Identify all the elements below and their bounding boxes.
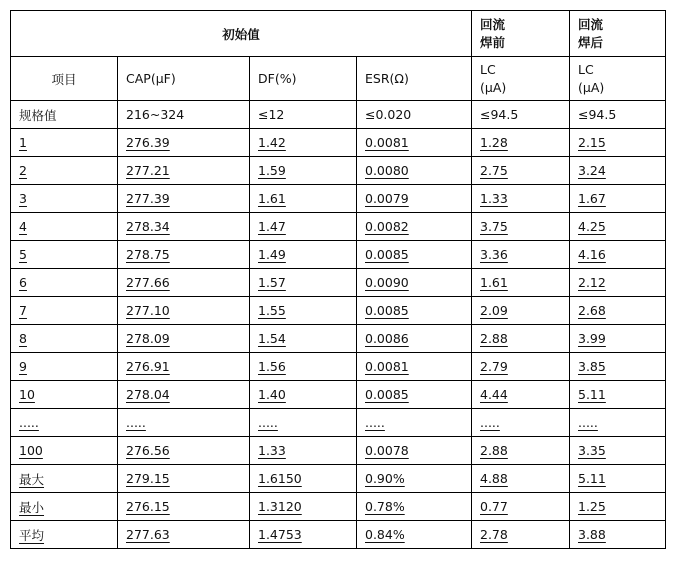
row-lc-after-value: 4.16 bbox=[578, 247, 606, 262]
row-lc-after-value: 2.15 bbox=[578, 135, 606, 150]
row-lc-before-value: 2.88 bbox=[480, 443, 508, 458]
row-df-value: 1.33 bbox=[258, 443, 286, 458]
row-df-value: 1.47 bbox=[258, 219, 286, 234]
row-lc-after bbox=[570, 269, 666, 297]
row-esr bbox=[357, 213, 472, 241]
row-lc-before-value: 0.77 bbox=[480, 499, 508, 514]
row-df bbox=[250, 409, 357, 437]
row-item-value: 5 bbox=[19, 247, 27, 262]
row-lc-after-value: ..... bbox=[578, 415, 598, 430]
row-df bbox=[250, 129, 357, 157]
row-cap-value: ..... bbox=[126, 415, 146, 430]
col-esr-header: ESR(Ω) bbox=[357, 57, 472, 101]
row-esr-value: 0.0085 bbox=[365, 247, 409, 262]
row-lc-before-value: 1.61 bbox=[480, 275, 508, 290]
row-lc-after bbox=[570, 437, 666, 465]
row-df-value: 1.49 bbox=[258, 247, 286, 262]
row-cap-value: 276.39 bbox=[126, 135, 170, 150]
row-item bbox=[11, 409, 118, 437]
row-lc-after bbox=[570, 381, 666, 409]
row-item bbox=[11, 297, 118, 325]
row-cap bbox=[118, 297, 250, 325]
row-df bbox=[250, 465, 357, 493]
row-item-value: 4 bbox=[19, 219, 27, 234]
after-reflow-line-1: 回流 bbox=[578, 16, 604, 32]
row-item bbox=[11, 521, 118, 549]
row-df-value: 1.59 bbox=[258, 163, 286, 178]
row-item bbox=[11, 437, 118, 465]
row-cap-value: 278.09 bbox=[126, 331, 170, 346]
table-row bbox=[11, 241, 666, 269]
row-item-value: 最小 bbox=[19, 499, 45, 515]
row-lc-after bbox=[570, 465, 666, 493]
col-df-header: DF(%) bbox=[250, 57, 357, 101]
row-lc-before-value: 4.88 bbox=[480, 471, 508, 486]
table-row bbox=[11, 353, 666, 381]
row-cap-value: 276.15 bbox=[126, 499, 170, 514]
row-esr-value: 0.0090 bbox=[365, 275, 409, 290]
row-lc-before bbox=[472, 157, 570, 185]
row-lc-before bbox=[472, 185, 570, 213]
row-item bbox=[11, 493, 118, 521]
row-cap bbox=[118, 129, 250, 157]
row-lc-before bbox=[472, 437, 570, 465]
row-cap-value: 278.34 bbox=[126, 219, 170, 234]
row-esr bbox=[357, 297, 472, 325]
row-esr bbox=[357, 493, 472, 521]
row-cap bbox=[118, 325, 250, 353]
row-lc-before-value: 1.28 bbox=[480, 135, 508, 150]
spec-esr: ≤0.020 bbox=[357, 101, 472, 129]
row-lc-before-value: 1.33 bbox=[480, 191, 508, 206]
row-lc-before bbox=[472, 269, 570, 297]
spec-label: 规格值 bbox=[11, 101, 118, 129]
row-lc-before bbox=[472, 213, 570, 241]
table-row bbox=[11, 437, 666, 465]
row-df-value: 1.55 bbox=[258, 303, 286, 318]
row-item-value: 3 bbox=[19, 191, 27, 206]
row-lc-after-value: 4.25 bbox=[578, 219, 606, 234]
row-lc-before-value: 4.44 bbox=[480, 387, 508, 402]
row-cap bbox=[118, 381, 250, 409]
col-lc-after-header bbox=[570, 57, 666, 101]
row-esr bbox=[357, 437, 472, 465]
row-lc-before bbox=[472, 521, 570, 549]
row-lc-after-value: 5.11 bbox=[578, 471, 606, 486]
row-lc-before bbox=[472, 129, 570, 157]
row-esr bbox=[357, 157, 472, 185]
row-esr-value: 0.90% bbox=[365, 471, 405, 486]
row-df bbox=[250, 437, 357, 465]
row-cap-value: 278.75 bbox=[126, 247, 170, 262]
table-row bbox=[11, 325, 666, 353]
row-df bbox=[250, 213, 357, 241]
col-lc-before-header bbox=[472, 57, 570, 101]
row-cap bbox=[118, 185, 250, 213]
row-df bbox=[250, 185, 357, 213]
row-item-value: 最大 bbox=[19, 471, 45, 487]
row-item-value: 7 bbox=[19, 303, 27, 318]
col-cap-header: CAP(μF) bbox=[118, 57, 250, 101]
row-cap-value: 277.10 bbox=[126, 303, 170, 318]
row-item-value: 平均 bbox=[19, 527, 45, 543]
row-item bbox=[11, 353, 118, 381]
row-item-value: 6 bbox=[19, 275, 27, 290]
row-item bbox=[11, 157, 118, 185]
row-lc-after bbox=[570, 325, 666, 353]
row-lc-after bbox=[570, 297, 666, 325]
row-item bbox=[11, 185, 118, 213]
table-row bbox=[11, 213, 666, 241]
row-df bbox=[250, 493, 357, 521]
row-esr-value: 0.78% bbox=[365, 499, 405, 514]
row-lc-after bbox=[570, 353, 666, 381]
column-header-row bbox=[11, 57, 666, 101]
row-cap bbox=[118, 437, 250, 465]
row-lc-after bbox=[570, 241, 666, 269]
row-cap bbox=[118, 521, 250, 549]
row-df bbox=[250, 269, 357, 297]
row-esr-value: 0.0086 bbox=[365, 331, 409, 346]
row-cap-value: 276.91 bbox=[126, 359, 170, 374]
row-lc-after-value: 3.24 bbox=[578, 163, 606, 178]
row-df bbox=[250, 297, 357, 325]
lc-before-unit: (μA) bbox=[480, 79, 507, 95]
row-df bbox=[250, 241, 357, 269]
row-cap bbox=[118, 213, 250, 241]
row-df-value: 1.6150 bbox=[258, 471, 302, 486]
row-esr-value: 0.0078 bbox=[365, 443, 409, 458]
row-esr bbox=[357, 325, 472, 353]
row-esr-value: 0.0081 bbox=[365, 135, 409, 150]
row-lc-before bbox=[472, 381, 570, 409]
row-item bbox=[11, 381, 118, 409]
row-lc-before bbox=[472, 353, 570, 381]
spec-row bbox=[11, 101, 666, 129]
row-cap-value: 279.15 bbox=[126, 471, 170, 486]
row-df-value: 1.4753 bbox=[258, 527, 302, 542]
after-reflow-line-2: 焊后 bbox=[578, 34, 604, 50]
spec-lc-after: ≤94.5 bbox=[570, 101, 666, 129]
row-cap-value: 277.39 bbox=[126, 191, 170, 206]
table-row bbox=[11, 157, 666, 185]
row-item-value: 8 bbox=[19, 331, 27, 346]
row-lc-before bbox=[472, 325, 570, 353]
row-lc-after-value: 3.35 bbox=[578, 443, 606, 458]
row-lc-after-value: 2.12 bbox=[578, 275, 606, 290]
row-lc-after bbox=[570, 521, 666, 549]
row-lc-after-value: 1.67 bbox=[578, 191, 606, 206]
row-df bbox=[250, 381, 357, 409]
lc-after-label: LC bbox=[578, 61, 594, 77]
row-item bbox=[11, 213, 118, 241]
group-header-row bbox=[11, 11, 666, 57]
row-lc-before bbox=[472, 409, 570, 437]
row-lc-before bbox=[472, 493, 570, 521]
row-lc-after-value: 5.11 bbox=[578, 387, 606, 402]
row-lc-before bbox=[472, 465, 570, 493]
row-item-value: ..... bbox=[19, 415, 39, 430]
row-lc-after-value: 1.25 bbox=[578, 499, 606, 514]
row-cap bbox=[118, 157, 250, 185]
row-lc-after-value: 3.99 bbox=[578, 331, 606, 346]
row-cap bbox=[118, 269, 250, 297]
row-esr-value: ..... bbox=[365, 415, 385, 430]
row-cap-value: 277.66 bbox=[126, 275, 170, 290]
row-esr bbox=[357, 185, 472, 213]
row-lc-before-value: 2.75 bbox=[480, 163, 508, 178]
lc-before-label: LC bbox=[480, 61, 496, 77]
row-item bbox=[11, 325, 118, 353]
spec-lc-before: ≤94.5 bbox=[472, 101, 570, 129]
row-lc-after-value: 3.85 bbox=[578, 359, 606, 374]
row-item-value: 10 bbox=[19, 387, 35, 402]
row-esr bbox=[357, 521, 472, 549]
row-esr-value: 0.0085 bbox=[365, 387, 409, 402]
row-lc-after bbox=[570, 213, 666, 241]
row-df-value: 1.56 bbox=[258, 359, 286, 374]
row-item bbox=[11, 241, 118, 269]
row-lc-after bbox=[570, 409, 666, 437]
row-lc-after bbox=[570, 185, 666, 213]
row-cap bbox=[118, 465, 250, 493]
before-reflow-header bbox=[472, 11, 570, 57]
row-item-value: 9 bbox=[19, 359, 27, 374]
table-row bbox=[11, 465, 666, 493]
row-df bbox=[250, 325, 357, 353]
row-df bbox=[250, 521, 357, 549]
row-df bbox=[250, 157, 357, 185]
table-row bbox=[11, 521, 666, 549]
row-lc-before-value: ..... bbox=[480, 415, 500, 430]
row-df-value: 1.61 bbox=[258, 191, 286, 206]
row-lc-after bbox=[570, 493, 666, 521]
initial-values-header: 初始值 bbox=[11, 11, 472, 57]
row-cap bbox=[118, 409, 250, 437]
row-df-value: 1.54 bbox=[258, 331, 286, 346]
row-df-value: 1.42 bbox=[258, 135, 286, 150]
row-cap-value: 276.56 bbox=[126, 443, 170, 458]
row-item-value: 2 bbox=[19, 163, 27, 178]
before-reflow-line-2: 焊前 bbox=[480, 34, 506, 50]
measurement-table bbox=[10, 10, 666, 549]
row-cap bbox=[118, 493, 250, 521]
row-lc-before bbox=[472, 297, 570, 325]
row-esr-value: 0.0085 bbox=[365, 303, 409, 318]
row-lc-after-value: 2.68 bbox=[578, 303, 606, 318]
row-lc-before-value: 2.78 bbox=[480, 527, 508, 542]
row-df bbox=[250, 353, 357, 381]
before-reflow-line-1: 回流 bbox=[480, 16, 506, 32]
row-lc-before-value: 3.36 bbox=[480, 247, 508, 262]
spec-df: ≤12 bbox=[250, 101, 357, 129]
row-item-value: 100 bbox=[19, 443, 43, 458]
row-cap-value: 278.04 bbox=[126, 387, 170, 402]
after-reflow-header bbox=[570, 11, 666, 57]
row-lc-before-value: 2.88 bbox=[480, 331, 508, 346]
lc-after-unit: (μA) bbox=[578, 79, 605, 95]
row-df-value: 1.40 bbox=[258, 387, 286, 402]
row-esr bbox=[357, 241, 472, 269]
spec-cap: 216~324 bbox=[118, 101, 250, 129]
row-esr bbox=[357, 409, 472, 437]
row-lc-after bbox=[570, 157, 666, 185]
row-lc-before-value: 3.75 bbox=[480, 219, 508, 234]
row-lc-before bbox=[472, 241, 570, 269]
row-esr bbox=[357, 465, 472, 493]
col-item-header: 项目 bbox=[11, 57, 118, 101]
row-lc-after bbox=[570, 129, 666, 157]
row-esr bbox=[357, 381, 472, 409]
row-df-value: 1.3120 bbox=[258, 499, 302, 514]
row-esr-value: 0.0080 bbox=[365, 163, 409, 178]
row-cap bbox=[118, 241, 250, 269]
row-esr bbox=[357, 129, 472, 157]
table-row bbox=[11, 297, 666, 325]
row-cap-value: 277.21 bbox=[126, 163, 170, 178]
row-cap bbox=[118, 353, 250, 381]
row-lc-before-value: 2.09 bbox=[480, 303, 508, 318]
row-esr-value: 0.0081 bbox=[365, 359, 409, 374]
table-row bbox=[11, 381, 666, 409]
row-df-value: 1.57 bbox=[258, 275, 286, 290]
row-item bbox=[11, 269, 118, 297]
row-esr bbox=[357, 353, 472, 381]
row-item bbox=[11, 129, 118, 157]
table-row bbox=[11, 493, 666, 521]
table-row bbox=[11, 269, 666, 297]
row-esr-value: 0.84% bbox=[365, 527, 405, 542]
row-lc-after-value: 3.88 bbox=[578, 527, 606, 542]
table-row bbox=[11, 185, 666, 213]
row-item-value: 1 bbox=[19, 135, 27, 150]
row-cap-value: 277.63 bbox=[126, 527, 170, 542]
table-row bbox=[11, 409, 666, 437]
table-row bbox=[11, 129, 666, 157]
row-lc-before-value: 2.79 bbox=[480, 359, 508, 374]
row-esr-value: 0.0082 bbox=[365, 219, 409, 234]
row-df-value: ..... bbox=[258, 415, 278, 430]
row-item bbox=[11, 465, 118, 493]
row-esr-value: 0.0079 bbox=[365, 191, 409, 206]
row-esr bbox=[357, 269, 472, 297]
